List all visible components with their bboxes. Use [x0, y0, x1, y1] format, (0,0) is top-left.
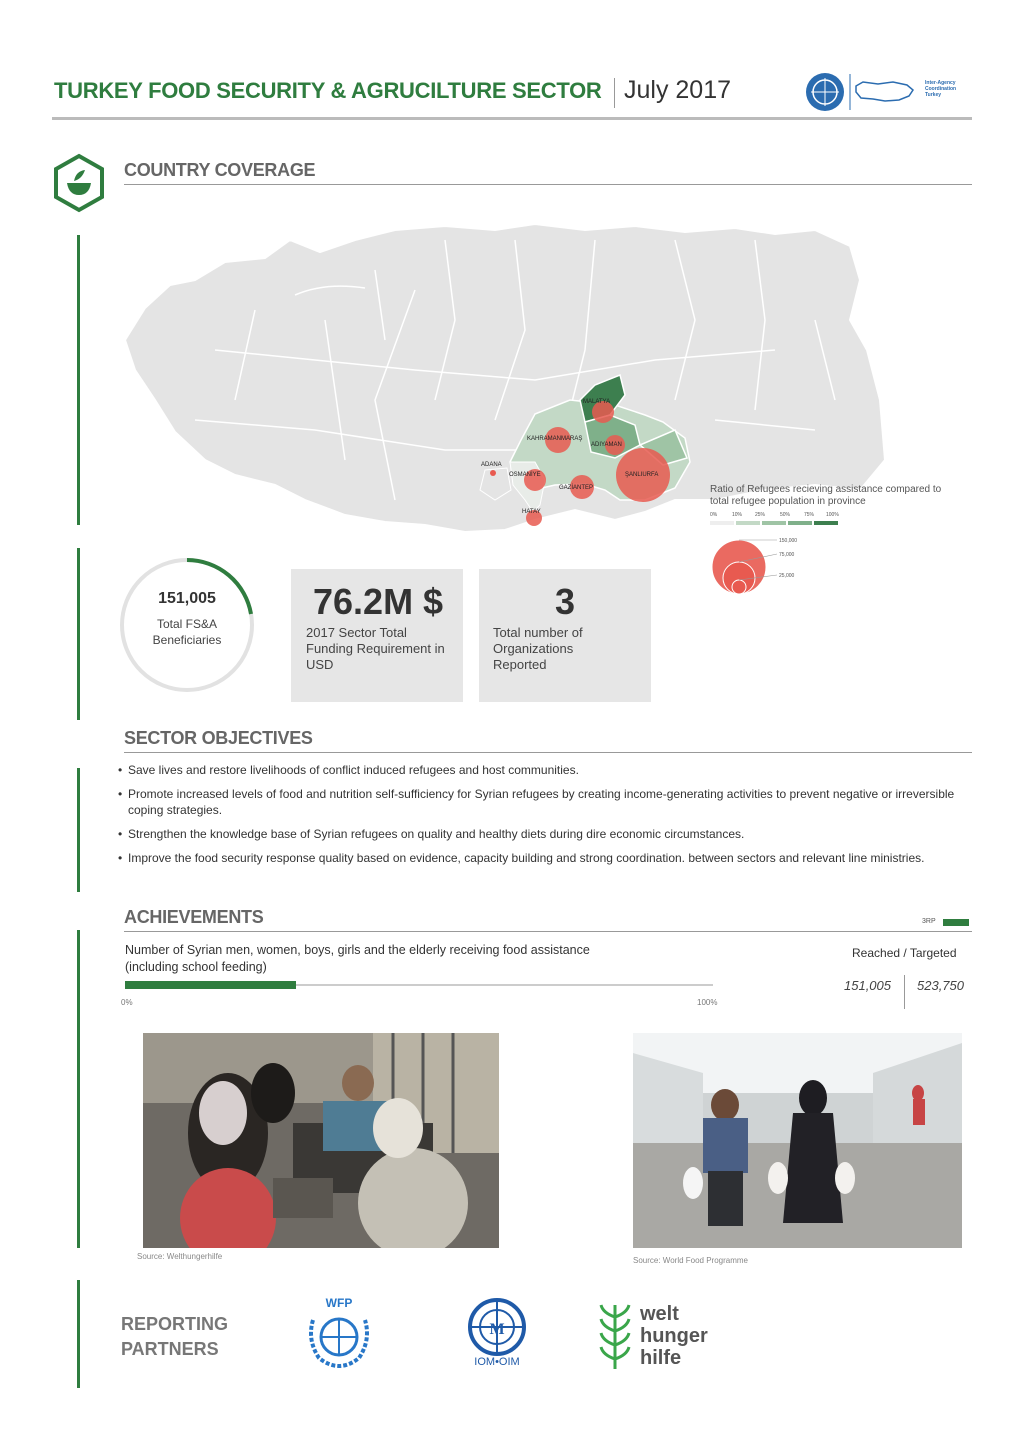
objective-item: • Promote increased levels of food and nutrition self-sufficiency for Syrian refugees by creating income-generating activities to prevent negative or irreversible coping strategies. — [118, 786, 968, 818]
ratio-swatch — [788, 521, 812, 525]
ratio-tick: 100% — [826, 512, 839, 518]
iom-logo — [462, 1298, 532, 1372]
organizations-label: Total number of Organizations Reported — [493, 625, 583, 672]
ratio-swatch — [710, 521, 734, 525]
whh-word: hunger — [640, 1325, 708, 1347]
map-legend-title: Ratio of Refugees recieving assistance compared to total refugee population in province — [710, 484, 942, 507]
ratio-tick: 50% — [780, 512, 791, 518]
province-label: ADIYAMAN — [591, 442, 622, 448]
targeted-value: 523,750 — [917, 978, 964, 993]
report-date: July 2017 — [624, 76, 732, 104]
objective-item: • Improve the food security response quality based on evidence, capacity building and strong coordination. between sectors and relevant line ministries. — [118, 850, 968, 866]
province-label: ADANA — [481, 462, 502, 468]
section-accent-line — [77, 768, 80, 892]
section-accent-line — [77, 1280, 80, 1388]
bubble-size-legend — [705, 534, 815, 598]
iom-logo-text: IOM•OIM — [474, 1356, 520, 1368]
beneficiaries-value: 151,005 — [158, 590, 216, 607]
header-logos — [803, 72, 971, 112]
whh-word: hilfe — [640, 1347, 682, 1369]
province-label: OSMANİYE — [509, 472, 541, 478]
section-accent-line — [77, 548, 80, 720]
objectives-list — [118, 762, 968, 874]
ratio-swatch — [814, 521, 838, 525]
partners-title: REPORTING PARTNERS — [121, 1314, 229, 1359]
objectives-title: SECTOR OBJECTIVES — [124, 728, 313, 748]
svg-text:M: M — [489, 1321, 505, 1338]
indicator-label: Number of Syrian men, women, boys, girls and the elderly receiving food assistance (including school feeding) — [125, 943, 590, 974]
wheat-emblem-icon — [598, 1303, 632, 1371]
bubble-tick: 150,000 — [779, 538, 798, 544]
organizations-card — [479, 569, 651, 702]
whh-logo-text — [640, 1303, 708, 1369]
objectives-rule — [124, 752, 972, 753]
ratio-swatch — [736, 521, 760, 525]
logo-text: Inter-Agency Coordination Turkey — [925, 80, 957, 98]
funding-label: 2017 Sector Total Funding Requirement in USD — [306, 625, 445, 672]
wfp-logo-text: WFP — [325, 1296, 353, 1310]
organizations-value: 3 — [554, 581, 576, 622]
beneficiaries-label: Total FS&A Beneficiaries — [152, 617, 222, 647]
objective-item: • Save lives and restore livelihoods of conflict induced refugees and host communities. — [118, 762, 968, 778]
province-label: MALATYA — [583, 399, 611, 405]
province-label: HATAY — [522, 509, 541, 515]
photo-people-icon — [143, 1033, 499, 1248]
bubble-tick: 75,000 — [779, 552, 795, 558]
progress-tick-start: 0% — [121, 998, 133, 1007]
section-accent-line — [77, 930, 80, 1248]
ratio-tick: 10% — [732, 512, 743, 518]
photo-right-caption: Source: World Food Programme — [633, 1256, 749, 1265]
3rp-legend-swatch — [943, 919, 969, 926]
iom-emblem-icon — [462, 1298, 532, 1356]
funding-card — [291, 569, 463, 702]
wfp-emblem-icon — [303, 1310, 375, 1368]
province-label: KAHRAMANMARAŞ — [527, 436, 583, 442]
reached-divider — [904, 975, 905, 1009]
progress-fill — [125, 981, 296, 989]
objective-item: • Strengthen the knowledge base of Syrian refugees on quality and healthy diets during dire economic circumstances. — [118, 826, 968, 842]
whh-word: welt — [640, 1303, 679, 1325]
province-label: GAZİANTEP — [559, 485, 594, 491]
coverage-rule — [124, 184, 972, 185]
photo-food-distribution — [143, 1033, 499, 1248]
ratio-legend — [710, 512, 840, 528]
reached-targeted-header: Reached / Targeted — [852, 946, 957, 960]
funding-value: 76.2M $ — [313, 581, 444, 622]
province-label: ŞANLIURFA — [625, 472, 659, 478]
ratio-tick: 0% — [710, 512, 718, 518]
title-divider — [614, 78, 615, 108]
page-title: TURKEY FOOD SECURITY & AGRUCILTURE SECTOR — [54, 78, 602, 103]
photo-camp-icon — [633, 1033, 962, 1248]
coverage-title: COUNTRY COVERAGE — [124, 160, 316, 180]
progress-tick-end: 100% — [697, 998, 718, 1007]
welthungerhilfe-logo — [598, 1303, 728, 1373]
food-sector-hexagon-icon — [52, 153, 106, 213]
achievements-title: ACHIEVEMENTS — [124, 907, 264, 927]
photo-left-caption: Source: Welthungerhilfe — [137, 1252, 223, 1261]
ratio-swatch — [762, 521, 786, 525]
header-rule — [52, 117, 972, 120]
wfp-logo — [303, 1296, 375, 1368]
photo-refugees-walking — [633, 1033, 962, 1248]
ratio-tick: 75% — [804, 512, 815, 518]
ratio-tick: 25% — [755, 512, 766, 518]
bubble-tick: 25,000 — [779, 573, 795, 579]
achievements-rule — [124, 931, 972, 932]
section-accent-line — [77, 235, 80, 525]
3rp-legend-label: 3RP — [922, 918, 936, 925]
reached-value: 151,005 — [844, 978, 891, 993]
